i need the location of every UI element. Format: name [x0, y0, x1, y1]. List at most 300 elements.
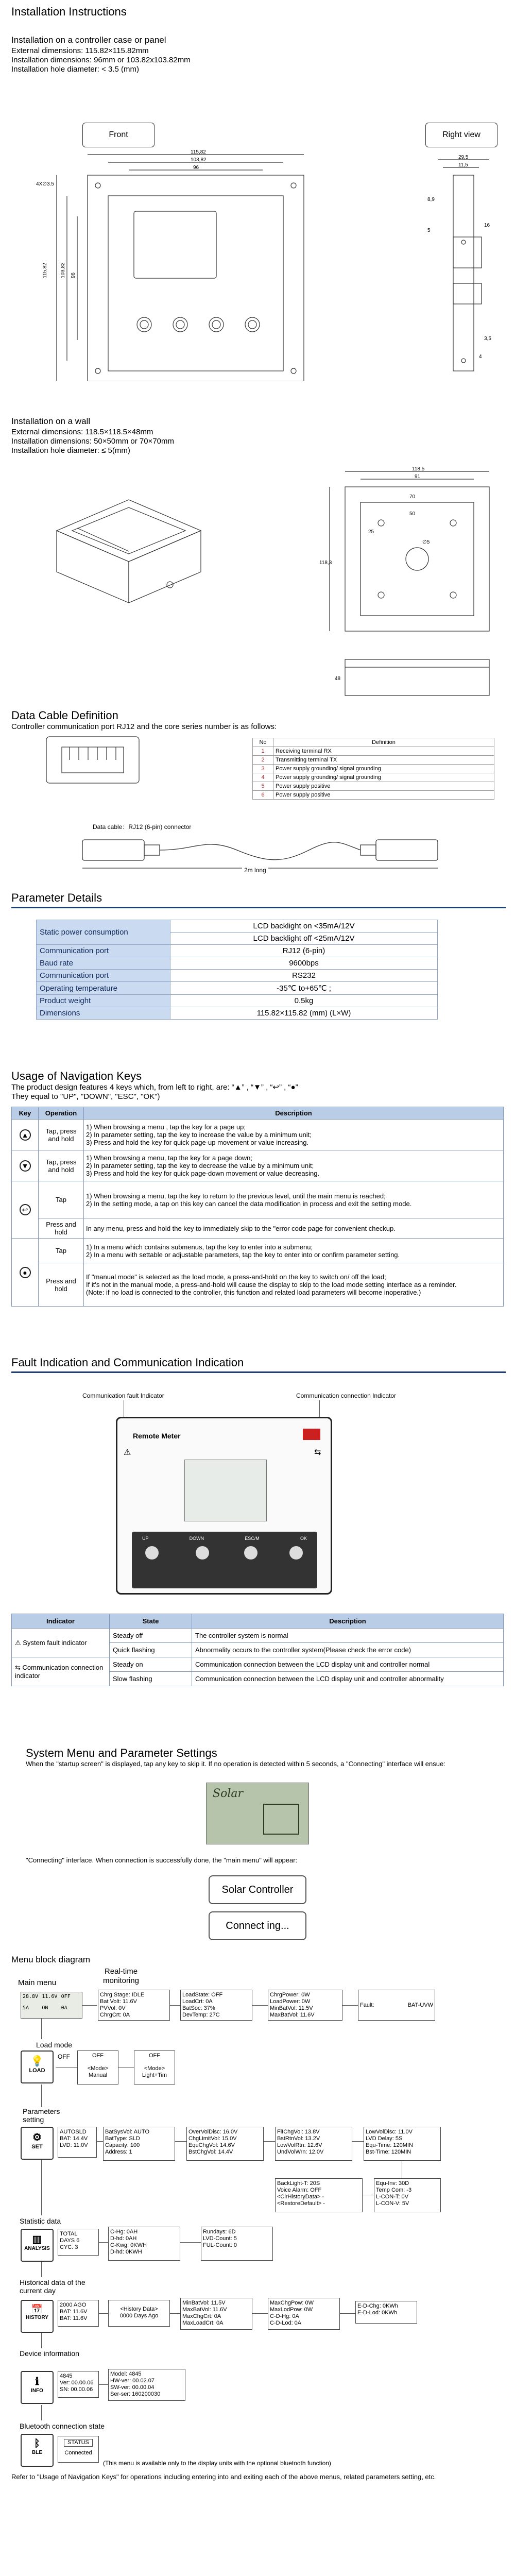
parameter-title: Parameter Details [11, 891, 102, 904]
ps-line: LVD: 11.0V [60, 2142, 88, 2148]
bulb-icon: 💡 [30, 2056, 44, 2067]
nav-keys-table [11, 1107, 504, 1307]
wall-side-drawing [330, 654, 505, 701]
fault-head-desc: Description [192, 1614, 504, 1629]
dim-d8: 8,9 [427, 197, 435, 202]
dim-d25: 25 [368, 529, 374, 535]
nav-op: Tap, press and hold [39, 1120, 84, 1150]
nav-desc-line: 1) In a menu which contains submenus, tap the key to enter into a submenu; [86, 1243, 313, 1251]
data-cable-title: Data Cable Definition [11, 709, 118, 722]
di-line: SN: 00.00.06 [60, 2386, 93, 2393]
fault-indicator: System fault indicator [23, 1638, 87, 1647]
nav-row [12, 1120, 504, 1150]
wall-box-drawing [36, 469, 221, 623]
sd-box-1 [58, 2229, 99, 2256]
dim-d91: 91 [415, 474, 421, 480]
realtime-label: Real-time monitoring [102, 1967, 140, 1985]
param-label: Static power consumption [37, 920, 170, 945]
pin-def: Power supply positive [273, 782, 494, 791]
hd-line: C-D-Hg: 0A [270, 2313, 299, 2319]
dim-d48: 48 [335, 676, 341, 682]
wall-title: Installation on a wall [11, 416, 91, 426]
load-state: OFF [92, 2053, 104, 2059]
pin-def: Receiving terminal RX [273, 747, 494, 756]
dim-d1183: 118,3 [319, 560, 332, 566]
hd-line: BAT: 11.6V [60, 2309, 88, 2315]
pin-no: 1 [253, 747, 273, 756]
main-lcd-pvc: 5A [23, 2005, 29, 2011]
rt-line: BatSoc: 37% [182, 2005, 215, 2011]
pin-head-no: No [253, 738, 273, 747]
rt-line: MinBatVol: 11.5V [270, 2005, 313, 2011]
nav-op: Tap [39, 1239, 84, 1263]
ble-icon-box [21, 2434, 54, 2467]
dim-d16: 16 [484, 223, 490, 228]
rt-line: ChrgPower: 0W [270, 1992, 310, 1998]
di-line: Ser-ser: 160200030 [110, 2391, 161, 2397]
main-lcd-lc: 0A [61, 2005, 67, 2011]
param-value: -35℃ to+65℃ ; [170, 982, 438, 995]
param-value: RJ12 (6-pin) [170, 945, 438, 957]
pin-row [253, 782, 494, 791]
cable-label: Data cable：RJ12 (6-pin) connector [93, 823, 192, 831]
warning-icon: ⚠ [124, 1448, 131, 1457]
fault-table [11, 1614, 504, 1686]
pin-head-def: Definition [273, 738, 494, 747]
pin-row [253, 791, 494, 800]
bt-box-1 [58, 2436, 99, 2463]
dim-hole: 4X∅3.5 [36, 181, 54, 187]
esc-key-icon: ↩ [20, 1204, 31, 1215]
ps-box-1 [58, 2127, 97, 2158]
param-row [37, 995, 438, 1007]
ps-line: FlIChgVol: 13.8V [277, 2129, 320, 2135]
nav-desc-line: 2) In parameter setting, tap the key to decrease the value by a minimum unit; [86, 1162, 314, 1170]
rt-box-4 [358, 1990, 435, 2021]
pin-row [253, 773, 494, 782]
key-label-up: UP [142, 1536, 149, 1541]
param-row [37, 1007, 438, 1020]
ps-line: Address: 1 [105, 2149, 132, 2155]
lcd-screen [184, 1460, 267, 1521]
sd-box-2 [108, 2227, 180, 2261]
hd-line: 0000 Days Ago [119, 2313, 159, 2319]
wall-section [11, 416, 372, 455]
bluetooth-icon: ᛒ [34, 2438, 40, 2449]
nav-desc-line: 3) Press and hold the key for quick page-down movement or value decreasing. [86, 1170, 320, 1177]
nav-head-key: Key [12, 1107, 39, 1120]
load-off-label: OFF [58, 2053, 70, 2060]
params-label: Parameters setting [23, 2107, 60, 2124]
hd-box-3 [180, 2298, 252, 2330]
dim-v115: 115,82 [42, 263, 48, 278]
load-mode-light: <Mode> Light+Tim [142, 2065, 167, 2078]
fault-head-indicator: Indicator [12, 1614, 110, 1629]
dim-d50: 50 [409, 511, 416, 517]
ps-line: BatType: SLD [105, 2136, 140, 2142]
footer-note: Refer to "Usage of Navigation Keys" for operations including entering into and exiting each of the above menus, related parameters setting, etc. [11, 2473, 436, 2481]
sd-line: Rundays: 6D [203, 2229, 236, 2235]
right-view-drawing [422, 155, 505, 376]
data-cable-section [11, 709, 506, 732]
system-menu-p1: When the "startup screen" is displayed, tap any key to skip it. If no operation is detected within 5 seconds, a "Connecting" interface will ensue: [26, 1760, 445, 1768]
key-down-icon: “▼” [251, 1083, 264, 1092]
cable-length: 2m long [242, 867, 268, 874]
nav-op: Press and hold [39, 1263, 84, 1307]
info-icon: ℹ [35, 2376, 39, 2387]
comm-fault-label: Communication fault Indicator [82, 1392, 164, 1399]
sd-line: D-hd: 0KWH [110, 2249, 142, 2255]
ps-line: BAT: 14.4V [60, 2136, 88, 2142]
fault-title: Fault Indication and Communication Indication [11, 1356, 244, 1369]
load-mode-manual: <Mode> Manual [87, 2065, 109, 2078]
ps-line: LowVolRtn: 12.6V [277, 2142, 322, 2148]
installation-section [11, 5, 506, 74]
fault-state: Slow flashing [110, 1672, 192, 1686]
ok-button[interactable] [289, 1546, 303, 1560]
esc-button[interactable] [244, 1546, 258, 1560]
remote-meter-device [116, 1417, 332, 1595]
nav-row [12, 1239, 504, 1263]
param-row [37, 970, 438, 982]
hd-line: C-D-Lod: 0A [270, 2320, 302, 2326]
ps-line: Equ-Inv: 30D [376, 2180, 409, 2187]
nav-desc-line: In any menu, press and hold the key to immediately skip to the "error code page for convenient checkup. [86, 1224, 396, 1232]
fault-state: Steady on [110, 1657, 192, 1672]
rt-line: Chrg Stage: IDLE [100, 1992, 145, 1998]
dim-d35: 3,5 [484, 336, 491, 342]
hd-line: MaxLodPow: 0W [270, 2307, 313, 2313]
nav-op: Tap [39, 1181, 84, 1218]
param-label: Product weight [37, 995, 170, 1007]
di-line: Model: 4845 [110, 2371, 142, 2377]
main-lcd-load: OFF [61, 1994, 71, 1999]
di-line: Ver: 00.00.06 [60, 2380, 94, 2386]
ps-box-3 [186, 2127, 264, 2161]
hd-line: BAT: 11.6V [60, 2315, 88, 2321]
ps-line: EquChgVol: 14.6V [188, 2142, 235, 2148]
rt-line: ChrgCrt: 0A [100, 2012, 130, 2018]
pin-def: Transmitting terminal TX [273, 756, 494, 765]
case-install-title: Installation on a controller case or panel [11, 35, 166, 45]
device-info-label: Device information [20, 2349, 79, 2358]
system-menu-title: System Menu and Parameter Settings [26, 1747, 217, 1759]
wall-inst: Installation dimensions: 50×50mm or 70×70mm [11, 437, 174, 446]
load-icon-box [21, 2050, 54, 2083]
hd-box-2 [108, 2300, 170, 2327]
hd-box-5 [355, 2301, 417, 2324]
hd-line: MaxChgPow: 0W [270, 2300, 314, 2306]
rt-line: Bat Volt: 11.6V [100, 1998, 137, 2005]
up-key-icon: ▲ [20, 1129, 31, 1141]
pin-no: 2 [253, 756, 273, 765]
param-value: RS232 [170, 970, 438, 982]
hd-box-1 [58, 2300, 99, 2327]
right-view-label: Right view [425, 123, 497, 147]
comm-conn-label: Communication connection Indicator [296, 1392, 397, 1399]
param-label: Operating temperature [37, 982, 170, 995]
dim-w96: 96 [193, 165, 199, 171]
pin-row [253, 765, 494, 773]
nav-desc-line: 2) In the setting mode, a tap on this key can cancel the data modification in process and exit the setting mode. [86, 1199, 412, 1208]
nav-head-desc: Description [84, 1107, 504, 1120]
sd-line: LVD-Count: 5 [203, 2235, 237, 2242]
main-menu-label: Main menu [18, 1978, 57, 1987]
ps-line: <RestoreDefault> - [277, 2200, 325, 2207]
ps-line: BackLight-T: 20S [277, 2180, 320, 2187]
dim-v104: 103,82 [60, 262, 66, 278]
param-row [37, 982, 438, 995]
param-row [37, 945, 438, 957]
nav-desc-line: (Note: if no load is connected to the controller, this function and related load parameters will become inoperative.) [86, 1289, 421, 1296]
solar-controller-box: Solar Controller [209, 1875, 306, 1904]
system-menu-p2: "Connecting" interface. When connection is successfully done, the "main menu" will appear: [26, 1856, 298, 1864]
data-cable-sub: Controller communication port RJ12 and the core series number is as follows: [11, 722, 277, 731]
info-icon-box [21, 2371, 54, 2404]
sd-box-3 [201, 2227, 273, 2261]
key-esc-icon: “↩” [270, 1083, 282, 1092]
fault-state: Steady off [110, 1629, 192, 1643]
bt-status: STATUS [64, 2439, 93, 2447]
ps-line: L-CON-V: 5V [376, 2200, 409, 2207]
main-lcd-on: ON [42, 2005, 48, 2011]
down-button[interactable] [196, 1546, 209, 1560]
analysis-icon-box [21, 2229, 54, 2262]
pin-def: Power supply grounding/ signal grounding [273, 773, 494, 782]
param-value: 115.82×115.82 (mm) (L×W) [170, 1007, 438, 1020]
nav-row [12, 1263, 504, 1307]
ps-line: <ClrHistoryData> - [277, 2194, 324, 2200]
main-lcd-bat: 11.6V [42, 1994, 58, 1999]
ps-line: BatSysVol: AUTO [105, 2129, 150, 2135]
case-ext: External dimensions: 115.82×115.82mm [11, 46, 149, 55]
ps-line: BstChgVol: 14.4V [188, 2149, 233, 2155]
load-mode-label: Load mode [36, 2041, 73, 2049]
di-box-1 [58, 2371, 99, 2398]
main-lcd-pv: 28.8V [23, 1994, 39, 1999]
house-icon [263, 1804, 299, 1835]
ps-line: Equ-Time: 120MIN [366, 2142, 413, 2148]
wall-top-drawing [319, 466, 505, 652]
nav-keys-sub1: The product design features 4 keys which, from left to right, are: [11, 1083, 230, 1092]
fault-desc: The controller system is normal [192, 1629, 504, 1643]
dim-d1185: 118,5 [412, 466, 425, 472]
chart-icon: ▥ [32, 2234, 42, 2245]
fault-code: BAT-UVW [407, 2002, 433, 2008]
front-label: Front [82, 123, 154, 147]
rt-line: LoadState: OFF [182, 1992, 223, 1998]
nav-desc-line: 1) When browsing a menu , tap the key for a page up; [86, 1123, 246, 1131]
hd-box-4 [268, 2298, 340, 2330]
wall-ext: External dimensions: 118.5×118.5×48mm [11, 428, 153, 436]
connecting-box: Connect ing... [209, 1911, 306, 1940]
dim-d70: 70 [409, 494, 416, 500]
load-state-2: OFF [149, 2053, 160, 2059]
fault-row [12, 1657, 504, 1672]
history-icon-box [21, 2300, 54, 2333]
nav-desc-line: 2) In a menu with settable or adjustable parameters, tap the key to enter into or confirm parameter setting. [86, 1250, 400, 1259]
param-value: 9600bps [170, 957, 438, 970]
ps-line: BstRtnVol: 13.2V [277, 2136, 320, 2142]
key-labels [142, 1536, 307, 1541]
ps-line: Temp Com: -3 [376, 2187, 412, 2193]
rt-line: MaxBatVol: 11.6V [270, 2012, 315, 2018]
nav-desc-line: If "manual mode" is selected as the load mode, a press-and-hold on the key to switch on/ off the load; [86, 1273, 386, 1281]
startup-lcd-text: Solar [213, 1787, 243, 1800]
case-inst: Installation dimensions: 96mm or 103.82x103.82mm [11, 56, 191, 64]
ps-line: AUTOSLD [60, 2129, 87, 2135]
dim-v96: 96 [71, 272, 76, 278]
param-row [37, 957, 438, 970]
fault-indicator: Communication connection indicator [15, 1664, 104, 1680]
ps-line: OverVolDisc: 16.0V [188, 2129, 238, 2135]
pin-no: 6 [253, 791, 273, 800]
nav-desc-line: 1) When browsing a menu, tap the key to return to the previous level, until the main menu is reached; [86, 1192, 386, 1200]
fault-state: Quick flashing [110, 1643, 192, 1657]
sd-line: D-hd: 0AH [110, 2235, 137, 2242]
bt-connected: Connected [64, 2450, 92, 2456]
param-label: Baud rate [37, 957, 170, 970]
up-button[interactable] [145, 1546, 159, 1560]
ps-box-7 [374, 2178, 441, 2212]
case-hole: Installation hole diameter: < 3.5 (mm) [11, 65, 140, 74]
dim-d5: 5 [427, 228, 431, 233]
param-value: 0.5kg [170, 995, 438, 1007]
fault-section [11, 1356, 506, 1373]
di-box-2 [108, 2369, 185, 2401]
sd-line: CYC. 3 [60, 2244, 78, 2250]
rj12-port-drawing [36, 732, 149, 788]
fault-desc: Communication connection between the LCD display unit and controller normal [192, 1657, 504, 1672]
key-label-ok: OK [300, 1536, 307, 1541]
system-menu-section [26, 1747, 500, 1768]
param-label: Communication port [37, 945, 170, 957]
sd-line: C-Kwg: 0KWH [110, 2242, 147, 2248]
info-icon-label: INFO [31, 2388, 43, 2394]
fault-label: Fault: [360, 2002, 374, 2008]
link-icon: ⇆ [314, 1448, 321, 1457]
rt-line: LoadCrt: 0A [182, 1998, 213, 2005]
pin-row [253, 747, 494, 756]
calendar-icon: 📅 [31, 2304, 43, 2314]
rt-box-1 [98, 1990, 170, 2021]
rt-box-3 [268, 1990, 342, 2021]
ps-line: LVD Delay: 5S [366, 2136, 403, 2142]
key-label-down: DOWN [189, 1536, 204, 1541]
analysis-icon-label: ANALYSIS [24, 2246, 50, 2251]
di-line: SW-ver: 00.00.04 [110, 2384, 154, 2391]
pin-no: 5 [253, 782, 273, 791]
ble-icon-label: BLE [32, 2450, 42, 2455]
hd-line: MinBatVol: 11.5V [182, 2300, 226, 2306]
ps-line: Bst-Time: 120MIN [366, 2149, 411, 2155]
ps-box-2 [103, 2127, 175, 2161]
down-key-icon: ▼ [20, 1160, 31, 1172]
brand-badge [303, 1429, 320, 1440]
ps-box-6 [275, 2178, 363, 2212]
param-row [37, 920, 438, 933]
historical-label: Historical data of the current day [20, 2278, 85, 2295]
nav-row [12, 1181, 504, 1218]
startup-lcd [206, 1783, 309, 1844]
nav-keys-sub2: They equal to "UP", "DOWN", "ESC", "OK") [11, 1092, 160, 1101]
rt-line: LoadPower: 0W [270, 1998, 311, 2005]
bluetooth-label: Bluetooth connection state [20, 2422, 105, 2430]
keypad [132, 1532, 317, 1588]
pin-def: Power supply positive [273, 791, 494, 800]
sd-line: C-Hg: 0AH [110, 2229, 138, 2235]
parameter-section [11, 891, 506, 908]
set-icon-label: SET [31, 2144, 43, 2150]
nav-desc-line: If it's not in the manual mode, a press-and-hold will cause the display to skip to the load mode setting interface as a reminder. [86, 1281, 457, 1289]
connection-icon: ⇆ [15, 1664, 23, 1671]
sd-line: FUL-Count: 0 [203, 2242, 237, 2248]
statistic-label: Statistic data [20, 2217, 61, 2225]
pin-no: 4 [253, 773, 273, 782]
ps-box-5 [364, 2127, 441, 2161]
fault-head-state: State [110, 1614, 192, 1629]
di-line: HW-ver: 00.02.07 [110, 2378, 155, 2384]
ps-line: Voice Alarm: OFF [277, 2187, 322, 2193]
key-label-esc: ESC/M [245, 1536, 260, 1541]
dim-d4: 4 [479, 354, 482, 360]
bluetooth-note: (This menu is available only to the display units with the optional bluetooth function) [103, 2460, 331, 2467]
nav-op: Press and hold [39, 1218, 84, 1239]
install-title: Installation Instructions [11, 5, 127, 18]
sd-line: TOTAL [60, 2231, 78, 2237]
hd-line: MaxBatVol: 11.6V [182, 2307, 227, 2313]
ps-box-4 [275, 2127, 352, 2161]
fault-desc: Communication connection between the LCD display unit and controller abnormality [192, 1672, 504, 1686]
dim-d29: 29,5 [458, 155, 469, 160]
fault-icon: ⚠ [15, 1638, 23, 1647]
nav-desc-line: 2) In parameter setting, tap the key to increase the value by a minimum unit; [86, 1131, 312, 1139]
dim-d5h: ∅5 [422, 539, 430, 545]
hd-line: E-D-Lod: 0KWh [357, 2310, 398, 2316]
ps-line: UndVolWrn: 12.0V [277, 2149, 324, 2155]
ps-line: Capacity: 100 [105, 2142, 140, 2148]
hd-line: <History Data> [120, 2306, 158, 2312]
set-icon-box [21, 2127, 54, 2160]
dim-w115: 115,82 [191, 149, 206, 155]
ps-line: ChgLimitVol: 15.0V [188, 2136, 237, 2142]
fault-row [12, 1629, 504, 1643]
nav-keys-section: Usage of Navigation Keys The product design features 4 keys which, from left to right, are: “▲” , “▼” , “↩” , “●” They equal to "UP", "DOWN", "ESC", "OK") [11, 1070, 506, 1101]
load-icon-label: LOAD [29, 2067, 45, 2074]
nav-row [12, 1218, 504, 1239]
rt-box-2 [180, 1990, 252, 2021]
nav-head-op: Operation [39, 1107, 84, 1120]
sd-line: DAYS 6 [60, 2238, 80, 2244]
fault-desc: Abnormality occurs to the controller system(Please check the error code) [192, 1643, 504, 1657]
pin-table [252, 738, 494, 800]
history-icon-label: HISTORY [26, 2315, 48, 2320]
param-value: LCD backlight on <35mA/12V [170, 920, 438, 933]
gear-icon: ⚙ [32, 2132, 42, 2143]
rt-line: PVVol: 0V [100, 2005, 126, 2011]
nav-desc-line: 1) When browsing a menu, tap the key for a page down; [86, 1154, 253, 1162]
load-mode-box-2 [134, 2050, 175, 2084]
param-label: Communication port [37, 970, 170, 982]
param-value: LCD backlight off <25mA/12V [170, 933, 438, 945]
nav-op: Tap, press and hold [39, 1150, 84, 1181]
ok-key-icon: ● [20, 1267, 31, 1278]
param-label: Dimensions [37, 1007, 170, 1020]
di-line: 4845 [60, 2373, 73, 2379]
main-menu-lcd [21, 1992, 82, 2019]
key-ok-icon: “●” [288, 1083, 298, 1092]
nav-keys-title: Usage of Navigation Keys [11, 1070, 142, 1082]
